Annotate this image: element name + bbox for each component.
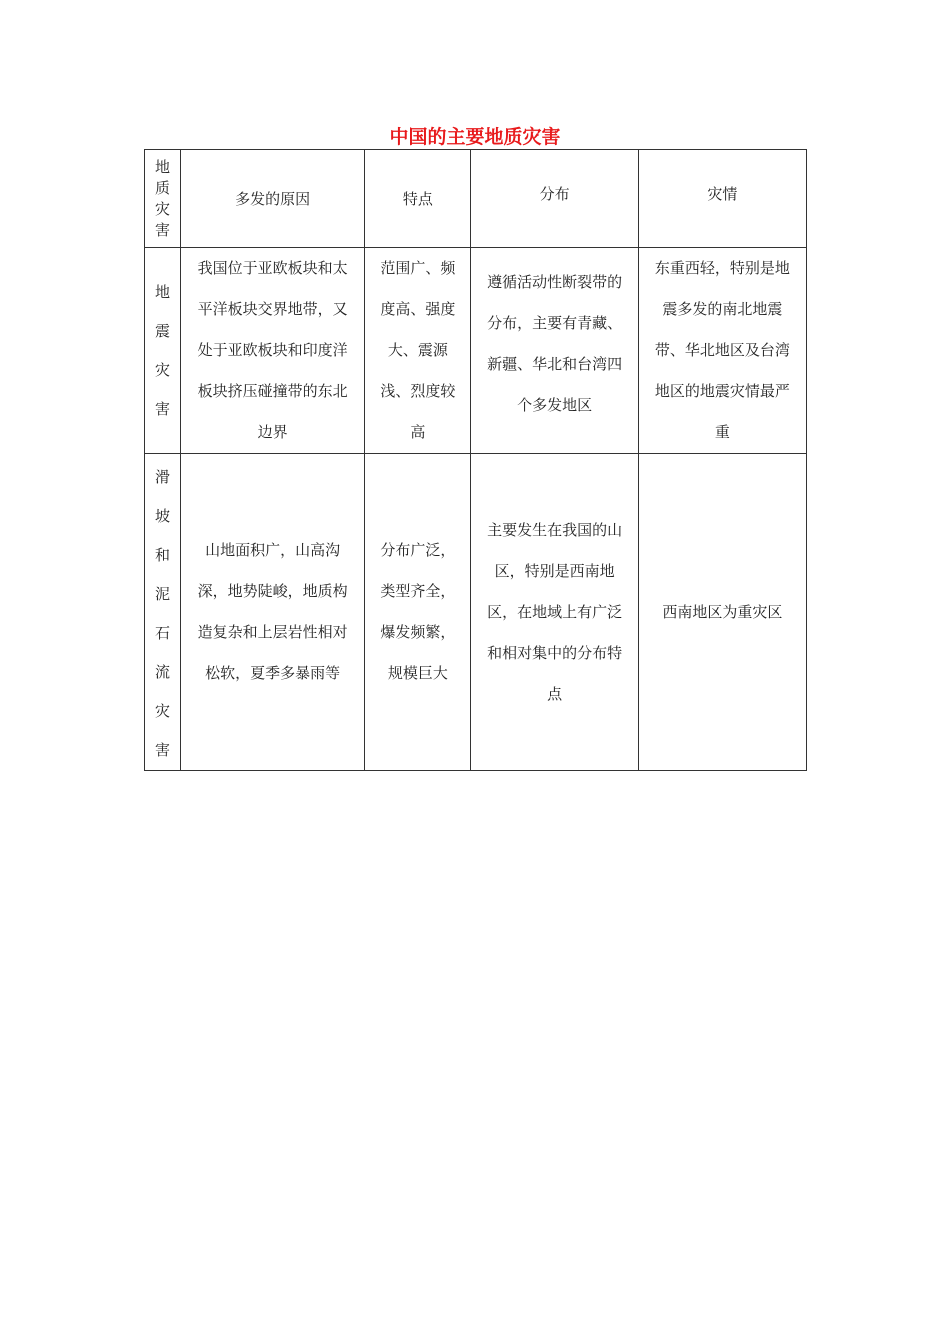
header-cell-distribution [471,150,638,248]
geological-hazards-table [144,149,807,771]
damage-text: 西南地区为重灾区 [662,602,783,621]
cause-text: 我国位于亚欧板块和太平洋板块交界地带，又处于亚欧板块和印度洋板块挤压碰撞带的东北边界 [197,259,348,441]
features-text: 范围广、频度高、强度大、震源浅、烈度较高 [380,259,456,441]
header-hazard-label: 地质灾害 [155,157,171,239]
table-header-row [145,150,807,248]
damage-cell [638,248,806,454]
hazard-cell [145,248,181,454]
hazard-name: 滑坡和泥石流灾害 [155,468,171,759]
cause-cell [181,454,365,771]
distribution-text: 主要发生在我国的山区，特别是西南地区，在地域上有广泛和相对集中的分布特点 [487,520,623,703]
header-cell-damage [638,150,806,248]
features-cell [365,248,471,454]
hazard-cell [145,454,181,771]
cause-cell [181,248,365,454]
header-distribution-label: 分布 [539,185,570,203]
distribution-cell [471,454,638,771]
table-row [145,248,807,454]
header-cause-label: 多发的原因 [235,189,311,208]
damage-cell [638,454,806,771]
table-row [145,454,807,771]
features-cell [365,454,471,771]
distribution-cell [471,248,638,454]
cause-text: 山地面积广，山高沟深，地势陡峻，地质构造复杂和上层岩性相对松软，夏季多暴雨等 [197,541,348,682]
header-cell-hazard [145,150,181,248]
header-cell-cause [181,150,365,248]
features-text: 分布广泛，类型齐全，爆发频繁，规模巨大 [380,541,456,682]
damage-text: 东重西轻，特别是地震多发的南北地震带、华北地区及台湾地区的地震灾情最严重 [654,259,790,441]
header-cell-features [365,150,471,248]
header-damage-label: 灾情 [707,185,738,203]
distribution-text: 遵循活动性断裂带的分布，主要有青藏、新疆、华北和台湾四个多发地区 [487,273,623,414]
hazard-name: 地震灾害 [155,282,171,418]
document-title: 中国的主要地质灾害 [389,126,561,148]
header-features-label: 特点 [402,189,433,208]
